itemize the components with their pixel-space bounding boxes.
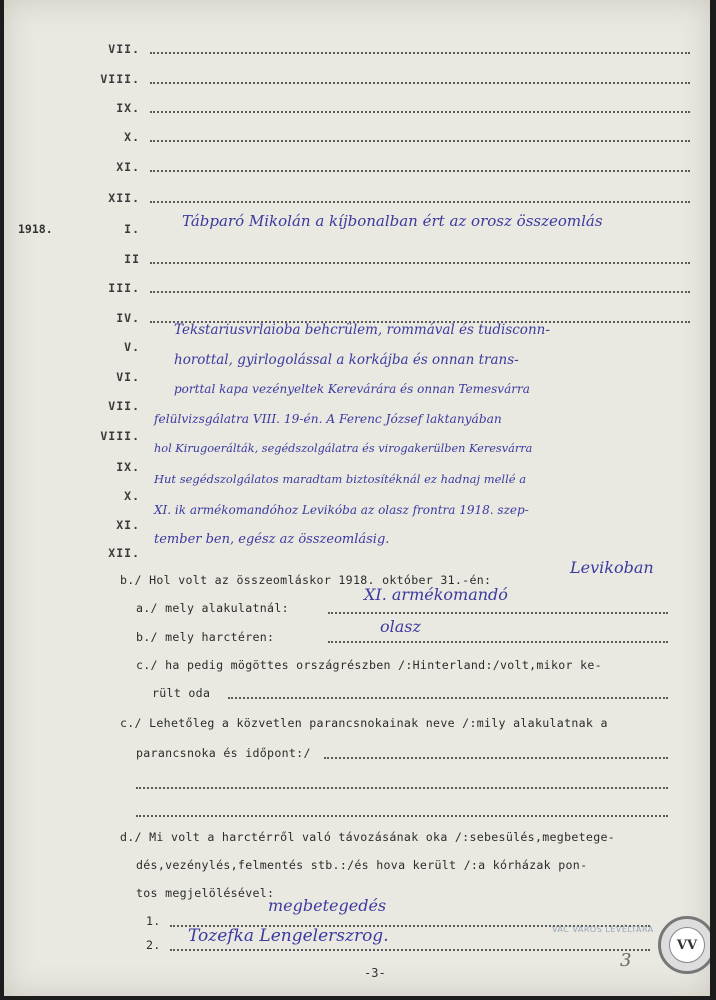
archive-label: VÁC VÁROS LEVÉLTÁRA: [552, 925, 654, 934]
question-d-l2: 2.: [146, 938, 161, 952]
handwritten-line-viii: hol Kirugoerálták, segédszolgálatra és virogakerülben Keresvárra: [154, 442, 533, 455]
handwritten-line-vi: porttal kapa vezényeltek Kerevárára és onnan Temesvárra: [174, 382, 530, 396]
answer-line-b-b: [328, 640, 668, 643]
month-label: XII.: [108, 546, 140, 560]
month-label: VII.: [108, 399, 140, 413]
question-b-c1: c./ ha pedig mögöttes országrészben /:Hinterland:/volt,mikor ke-: [136, 658, 602, 672]
handwritten-line-xi: tember ben, egész az összeomlásig.: [154, 532, 390, 547]
dotted-line: [150, 42, 690, 54]
answer-line-b-a: [328, 611, 668, 614]
dotted-line: [150, 72, 690, 84]
month-label: XII.: [108, 191, 140, 205]
month-label: VIII.: [100, 429, 140, 443]
question-b-c2: rült oda: [152, 686, 211, 700]
answer-line-d2: [170, 948, 650, 951]
month-label: V.: [124, 340, 140, 354]
corner-mark: 3: [620, 950, 632, 971]
question-b: b./ Hol volt az összeomláskor 1918. október 31.-én:: [120, 573, 492, 587]
month-row-ix: [4, 101, 710, 123]
dotted-line: [150, 160, 690, 172]
answer-line-c3: [136, 814, 668, 817]
handwritten-line-ix: Hut segédszolgálatos maradtam biztosítéknál ez hadnaj mellé a: [154, 472, 527, 486]
handwritten-line-x: XI. ik armékomandóhoz Levikóba az olasz frontra 1918. szep-: [154, 503, 529, 517]
answer-line-b-c: [228, 696, 668, 699]
page-number: -3-: [364, 966, 386, 980]
month-label: VI.: [116, 370, 140, 384]
month-label: IX.: [116, 101, 140, 115]
month-label: II: [124, 252, 140, 266]
month-row-1918-iii: [4, 281, 710, 303]
question-b-a: a./ mely alakulatnál:: [136, 601, 289, 615]
answer-line-c1: [324, 756, 668, 759]
month-label: VIII.: [100, 72, 140, 86]
question-d-l1: 1.: [146, 914, 161, 928]
month-row-viii: [4, 72, 710, 94]
dotted-line: [150, 252, 690, 264]
month-label: IX.: [116, 460, 140, 474]
month-row-xi: [4, 160, 710, 182]
handwritten-line-i: Tábparó Mikolán a kíjbonalban ért az orosz összeomlás: [182, 212, 603, 230]
month-label: III.: [108, 281, 140, 295]
handwritten-line-v: horottal, gyirlogolással a korkájba és onnan trans-: [174, 352, 519, 368]
year-label: 1918.: [18, 222, 53, 236]
question-d2: dés,vezénylés,felmentés stb.:/és hova került /:a kórházak pon-: [136, 858, 588, 872]
month-row-x: [4, 130, 710, 152]
answer-line-c2: [136, 786, 668, 789]
dotted-line: [150, 281, 690, 293]
month-row-1918-ii: [4, 252, 710, 274]
question-c1: c./ Lehetőleg a közvetlen parancsnokainak neve /:mily alakulatnak a: [120, 716, 608, 730]
question-d3: tos megjelölésével:: [136, 886, 275, 900]
question-c2: parancsnoka és időpont:/: [136, 746, 311, 760]
month-row-vii: [4, 42, 710, 64]
stamp-center: VV: [669, 927, 705, 963]
month-label: X.: [124, 130, 140, 144]
month-row-xii: [4, 191, 710, 213]
answer-b-b-front: olasz: [380, 617, 421, 636]
dotted-line: [150, 191, 690, 203]
archive-stamp-icon: [658, 916, 710, 974]
answer-d1: megbetegedés: [268, 896, 387, 915]
document-page: [4, 0, 710, 996]
dotted-line: [150, 101, 690, 113]
answer-b-where: Levikoban: [570, 558, 654, 577]
month-label: XI.: [116, 518, 140, 532]
question-b-b: b./ mely harctéren:: [136, 630, 275, 644]
handwritten-line-iv: Tekstariusvrlaioba behcrülem, rommával és tudisconn-: [174, 322, 550, 338]
month-label: X.: [124, 489, 140, 503]
month-label: XI.: [116, 160, 140, 174]
month-label: I.: [124, 222, 140, 236]
answer-d2: Tozefka Lengelerszrog.: [188, 926, 389, 946]
answer-b-a-unit: XI. armékomandó: [364, 585, 508, 604]
month-label: IV.: [116, 311, 140, 325]
dotted-line: [150, 130, 690, 142]
question-d1: d./ Mi volt a harctérről való távozásának oka /:sebesülés,megbetege-: [120, 830, 616, 844]
month-label: VII.: [108, 42, 140, 56]
handwritten-line-vii: felülvizsgálatra VIII. 19-én. A Ferenc József laktanyában: [154, 412, 502, 426]
